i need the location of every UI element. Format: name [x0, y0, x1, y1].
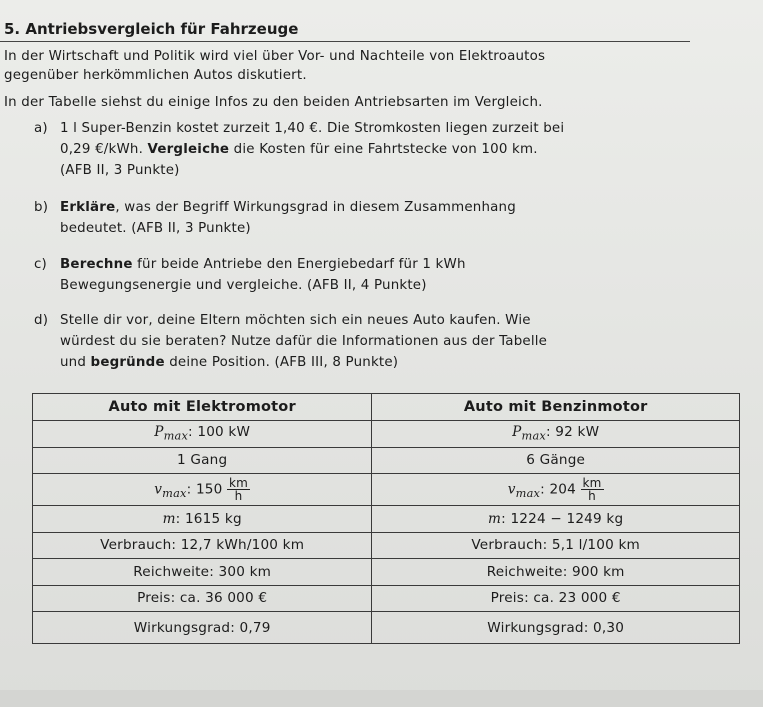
pmax-symbol: P [512, 424, 522, 441]
task-b [34, 197, 700, 239]
task-d-line-3 [60, 352, 700, 373]
unit-fraction [227, 477, 250, 502]
task-b-text: , was der Begriff Wirkungsgrad in diesem Zusammenhang [115, 200, 516, 215]
petrol-vmax [372, 474, 740, 506]
electric-efficiency: Wirkungsgrad: 0,79 [33, 612, 372, 644]
task-d [34, 310, 700, 373]
unit-h: h [234, 489, 243, 503]
petrol-pmax [372, 421, 740, 448]
intro-line-2: gegenüber herkömmlichen Autos diskutiert. [4, 68, 307, 83]
vmax-subscript: max [162, 486, 187, 501]
task-d-operator: begründe [90, 355, 165, 370]
petrol-mass [372, 506, 740, 533]
comparison-table [32, 393, 740, 644]
task-b-operator: Erkläre [60, 200, 116, 215]
task-c-label: c) [34, 257, 47, 272]
mass-symbol: m [488, 510, 502, 527]
header-electric: Auto mit Elektromotor [33, 394, 372, 421]
electric-pmax-value: : 100 kW [188, 424, 251, 441]
table-row-efficiency [33, 612, 740, 644]
petrol-price: Preis: ca. 23 000 € [372, 585, 740, 612]
task-a-line-2 [60, 139, 700, 160]
exercise-heading: 5. Antriebsvergleich für Fahrzeuge [4, 20, 299, 38]
intro-line-3: In der Tabelle siehst du einige Infos zu den beiden Antriebsarten im Vergleich. [4, 95, 543, 110]
task-c-line-2: Bewegungsenergie und vergleiche. (AFB II, 4 Punkte) [60, 278, 427, 293]
unit-km: km [582, 476, 602, 490]
petrol-consumption: Verbrauch: 5,1 l/100 km [372, 532, 740, 559]
vmax-symbol: v [154, 481, 163, 498]
task-b-line-2: bedeutet. (AFB II, 3 Punkte) [60, 221, 251, 236]
vmax-symbol: v [507, 481, 516, 498]
vmax-subscript: max [515, 486, 541, 501]
electric-range: Reichweite: 300 km [33, 559, 372, 586]
electric-mass-value: : 1615 kg [175, 510, 242, 527]
task-a [34, 118, 700, 181]
electric-gears: 1 Gang [33, 447, 372, 474]
petrol-efficiency: Wirkungsgrad: 0,30 [372, 612, 740, 644]
electric-vmax-value: : 150 [186, 481, 223, 498]
pmax-subscript: max [521, 429, 546, 444]
task-a-operator: Vergleiche [147, 142, 230, 157]
petrol-gears: 6 Gänge [372, 447, 740, 474]
task-d-text: und [60, 355, 91, 370]
electric-mass [33, 506, 372, 533]
pmax-symbol: P [154, 424, 164, 441]
task-c [34, 254, 700, 296]
task-d-line-1: Stelle dir vor, deine Eltern möchten sich ein neues Auto kaufen. Wie [60, 313, 531, 328]
table-row-mass [33, 506, 740, 533]
task-d-label: d) [34, 313, 49, 328]
pmax-subscript: max [163, 429, 189, 444]
table-row-price [33, 585, 740, 612]
task-a-line-1: 1 l Super-Benzin kostet zurzeit 1,40 €. Die Stromkosten liegen zurzeit bei [60, 121, 565, 136]
unit-fraction [581, 477, 604, 502]
unit-h: h [588, 489, 596, 503]
petrol-pmax-value: : 92 kW [545, 424, 600, 441]
task-c-operator: Berechne [60, 257, 133, 272]
unit-km: km [229, 476, 249, 490]
task-d-line-2: würdest du sie beraten? Nutze dafür die Informationen aus der Tabelle [60, 334, 548, 349]
page-bottom-shadow [0, 690, 763, 707]
petrol-mass-value: : 1224 − 1249 kg [501, 510, 624, 527]
electric-consumption: Verbrauch: 12,7 kWh/100 km [33, 532, 372, 559]
mass-symbol: m [162, 510, 176, 527]
table-row-range [33, 559, 740, 586]
table-row-gears [33, 447, 740, 474]
task-c-text: für beide Antriebe den Energiebedarf für 1 kWh [132, 257, 466, 272]
heading-rule [0, 41, 690, 42]
task-b-line-1 [60, 197, 700, 218]
table-header-row [33, 394, 740, 421]
table-row-pmax [33, 421, 740, 448]
task-c-line-1 [60, 254, 700, 275]
table-row-consumption [33, 532, 740, 559]
petrol-range: Reichweite: 900 km [372, 559, 740, 586]
task-a-text: 0,29 €/kWh. [60, 142, 148, 157]
intro-line-1: In der Wirtschaft und Politik wird viel über Vor- und Nachteile von Elektroautos [4, 49, 546, 64]
task-a-label: a) [34, 121, 48, 136]
task-d-text-rest: deine Position. (AFB III, 8 Punkte) [164, 355, 399, 370]
electric-pmax [33, 421, 372, 448]
header-petrol: Auto mit Benzinmotor [372, 394, 740, 421]
task-a-text-rest: die Kosten für eine Fahrtstecke von 100 km. [229, 142, 538, 157]
petrol-vmax-value: : 204 [540, 481, 576, 498]
electric-vmax [33, 474, 372, 506]
electric-price: Preis: ca. 36 000 € [33, 585, 372, 612]
task-a-line-3: (AFB II, 3 Punkte) [60, 163, 180, 178]
task-b-label: b) [34, 200, 49, 215]
table-row-vmax [33, 474, 740, 506]
